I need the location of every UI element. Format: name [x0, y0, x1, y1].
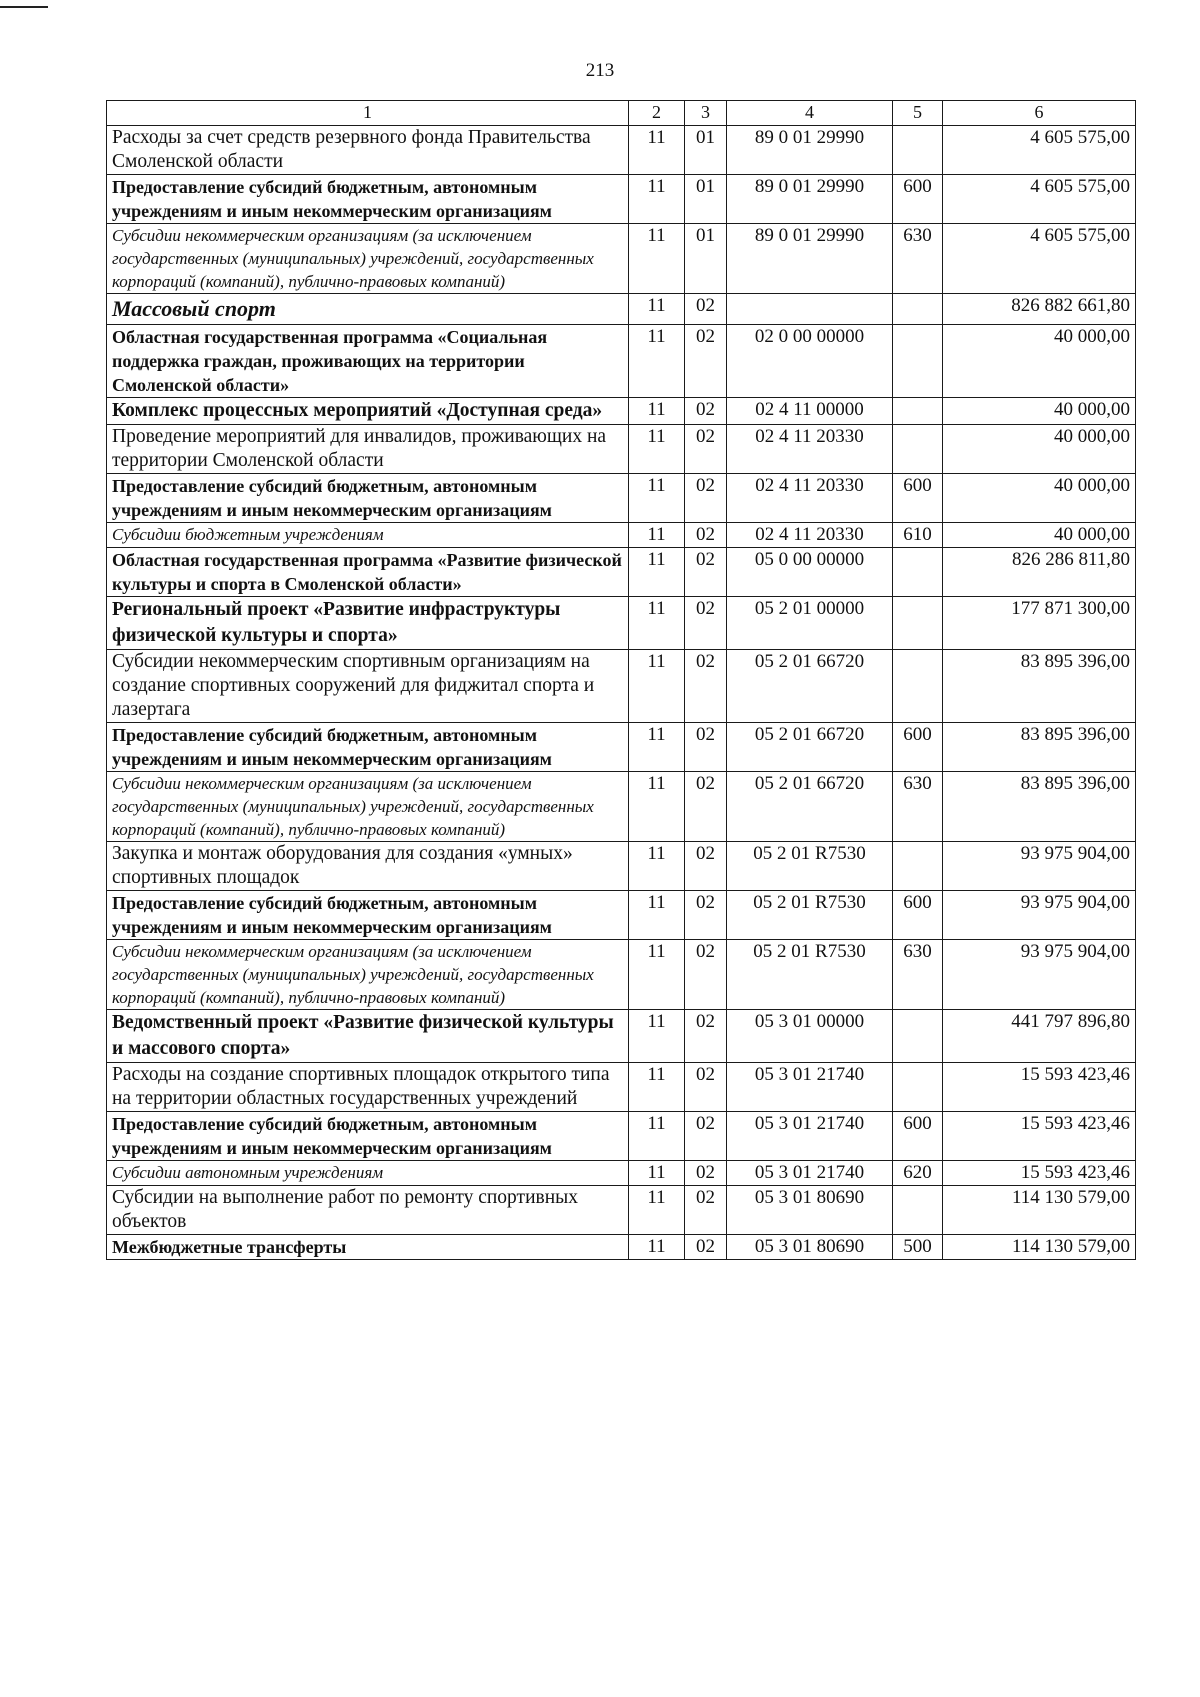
- table-row: [107, 325, 1136, 398]
- row-name-cell: Региональный проект «Развитие инфраструктуры физической культуры и спорта»: [107, 597, 629, 650]
- table-row: [107, 842, 1136, 891]
- row-target-code-cell: 02 4 11 20330: [727, 425, 893, 474]
- row-name-cell: Предоставление субсидий бюджетным, автономным учреждениям и иным некоммерческим организациям: [107, 723, 629, 772]
- row-amount-cell: 826 882 661,80: [943, 294, 1136, 325]
- table-row: [107, 723, 1136, 772]
- row-subsection-cell: 02: [685, 548, 727, 597]
- row-amount-cell: 83 895 396,00: [943, 772, 1136, 842]
- row-target-code-cell: 05 2 01 R7530: [727, 842, 893, 891]
- row-expense-type-cell: [893, 398, 943, 425]
- table-row: [107, 1161, 1136, 1186]
- row-target-code-cell: 05 2 01 R7530: [727, 891, 893, 940]
- row-name-cell: Комплекс процессных мероприятий «Доступная среда»: [107, 398, 629, 425]
- row-amount-cell: 4 605 575,00: [943, 224, 1136, 294]
- row-section-cell: 11: [629, 474, 685, 523]
- row-name-cell: Субсидии на выполнение работ по ремонту спортивных объектов: [107, 1186, 629, 1235]
- row-amount-cell: 83 895 396,00: [943, 650, 1136, 723]
- row-target-code-cell: 89 0 01 29990: [727, 126, 893, 175]
- row-subsection-cell: 02: [685, 1112, 727, 1161]
- table-row: [107, 772, 1136, 842]
- page-number: 213: [585, 60, 615, 81]
- row-target-code-cell: 05 3 01 21740: [727, 1112, 893, 1161]
- row-section-cell: 11: [629, 1112, 685, 1161]
- row-subsection-cell: 02: [685, 474, 727, 523]
- row-expense-type-cell: 600: [893, 891, 943, 940]
- budget-table: [106, 100, 1136, 1260]
- row-amount-cell: 4 605 575,00: [943, 126, 1136, 175]
- row-expense-type-cell: 500: [893, 1235, 943, 1260]
- row-section-cell: 11: [629, 1161, 685, 1186]
- row-section-cell: 11: [629, 940, 685, 1010]
- row-amount-cell: 40 000,00: [943, 325, 1136, 398]
- row-name-cell: Предоставление субсидий бюджетным, автономным учреждениям и иным некоммерческим организациям: [107, 891, 629, 940]
- row-target-code-cell: 05 2 01 00000: [727, 597, 893, 650]
- row-section-cell: 11: [629, 294, 685, 325]
- row-amount-cell: 93 975 904,00: [943, 891, 1136, 940]
- row-section-cell: 11: [629, 891, 685, 940]
- row-expense-type-cell: [893, 548, 943, 597]
- row-expense-type-cell: [893, 1186, 943, 1235]
- row-name-cell: Субсидии некоммерческим организациям (за исключением государственных (муниципальных) учреждений, государственных корпораций (компаний), публично-правовых компаний): [107, 940, 629, 1010]
- row-amount-cell: 15 593 423,46: [943, 1112, 1136, 1161]
- row-target-code-cell: 02 0 00 00000: [727, 325, 893, 398]
- row-target-code-cell: 05 3 01 00000: [727, 1010, 893, 1063]
- row-amount-cell: 15 593 423,46: [943, 1161, 1136, 1186]
- row-target-code-cell: [727, 294, 893, 325]
- header-row: [107, 101, 1136, 126]
- row-section-cell: 11: [629, 723, 685, 772]
- row-target-code-cell: 05 3 01 21740: [727, 1161, 893, 1186]
- row-target-code-cell: 05 0 00 00000: [727, 548, 893, 597]
- row-name-cell: Закупка и монтаж оборудования для создания «умных» спортивных площадок: [107, 842, 629, 891]
- row-expense-type-cell: 600: [893, 175, 943, 224]
- row-section-cell: 11: [629, 126, 685, 175]
- row-expense-type-cell: 630: [893, 772, 943, 842]
- row-section-cell: 11: [629, 597, 685, 650]
- row-expense-type-cell: [893, 1010, 943, 1063]
- row-name-cell: Ведомственный проект «Развитие физической культуры и массового спорта»: [107, 1010, 629, 1063]
- row-target-code-cell: 05 2 01 66720: [727, 650, 893, 723]
- row-amount-cell: 114 130 579,00: [943, 1186, 1136, 1235]
- header-col-4: 4: [727, 101, 893, 126]
- row-amount-cell: 4 605 575,00: [943, 175, 1136, 224]
- row-expense-type-cell: [893, 425, 943, 474]
- row-name-cell: Субсидии некоммерческим организациям (за исключением государственных (муниципальных) учреждений, государственных корпораций (компаний), публично-правовых компаний): [107, 772, 629, 842]
- row-target-code-cell: 02 4 11 20330: [727, 523, 893, 548]
- header-col-6: 6: [943, 101, 1136, 126]
- row-subsection-cell: 02: [685, 650, 727, 723]
- row-subsection-cell: 01: [685, 175, 727, 224]
- row-section-cell: 11: [629, 548, 685, 597]
- row-target-code-cell: 89 0 01 29990: [727, 224, 893, 294]
- row-name-cell: Массовый спорт: [107, 294, 629, 325]
- table-row: [107, 940, 1136, 1010]
- row-amount-cell: 83 895 396,00: [943, 723, 1136, 772]
- table-row: [107, 891, 1136, 940]
- row-section-cell: 11: [629, 842, 685, 891]
- row-section-cell: 11: [629, 175, 685, 224]
- table-row: [107, 474, 1136, 523]
- row-subsection-cell: 02: [685, 523, 727, 548]
- header-col-1: 1: [107, 101, 629, 126]
- row-amount-cell: 15 593 423,46: [943, 1063, 1136, 1112]
- row-amount-cell: 93 975 904,00: [943, 940, 1136, 1010]
- row-section-cell: 11: [629, 325, 685, 398]
- row-name-cell: Межбюджетные трансферты: [107, 1235, 629, 1260]
- row-name-cell: Расходы на создание спортивных площадок открытого типа на территории областных государственных учреждений: [107, 1063, 629, 1112]
- scan-border-mark: [0, 6, 48, 8]
- row-expense-type-cell: [893, 1063, 943, 1112]
- row-amount-cell: 93 975 904,00: [943, 842, 1136, 891]
- row-expense-type-cell: 600: [893, 1112, 943, 1161]
- row-section-cell: 11: [629, 224, 685, 294]
- row-subsection-cell: 02: [685, 1063, 727, 1112]
- row-target-code-cell: 05 3 01 80690: [727, 1186, 893, 1235]
- table-row: [107, 650, 1136, 723]
- row-target-code-cell: 89 0 01 29990: [727, 175, 893, 224]
- row-subsection-cell: 02: [685, 891, 727, 940]
- table-row: [107, 548, 1136, 597]
- row-name-cell: Субсидии некоммерческим организациям (за исключением государственных (муниципальных) учреждений, государственных корпораций (компаний), публично-правовых компаний): [107, 224, 629, 294]
- row-amount-cell: 40 000,00: [943, 425, 1136, 474]
- row-expense-type-cell: [893, 650, 943, 723]
- table-row: [107, 398, 1136, 425]
- table-row: [107, 425, 1136, 474]
- row-subsection-cell: 02: [685, 1235, 727, 1260]
- row-amount-cell: 177 871 300,00: [943, 597, 1136, 650]
- row-name-cell: Проведение мероприятий для инвалидов, проживающих на территории Смоленской области: [107, 425, 629, 474]
- row-expense-type-cell: [893, 294, 943, 325]
- header-col-3: 3: [685, 101, 727, 126]
- row-subsection-cell: 02: [685, 772, 727, 842]
- row-name-cell: Предоставление субсидий бюджетным, автономным учреждениям и иным некоммерческим организациям: [107, 474, 629, 523]
- row-target-code-cell: 02 4 11 20330: [727, 474, 893, 523]
- row-target-code-cell: 02 4 11 00000: [727, 398, 893, 425]
- row-target-code-cell: 05 3 01 21740: [727, 1063, 893, 1112]
- row-subsection-cell: 02: [685, 425, 727, 474]
- row-expense-type-cell: [893, 597, 943, 650]
- row-amount-cell: 40 000,00: [943, 398, 1136, 425]
- row-subsection-cell: 02: [685, 842, 727, 891]
- row-expense-type-cell: 620: [893, 1161, 943, 1186]
- row-section-cell: 11: [629, 1063, 685, 1112]
- table-row: [107, 1010, 1136, 1063]
- row-subsection-cell: 01: [685, 126, 727, 175]
- row-expense-type-cell: 610: [893, 523, 943, 548]
- row-name-cell: Предоставление субсидий бюджетным, автономным учреждениям и иным некоммерческим организациям: [107, 1112, 629, 1161]
- row-subsection-cell: 02: [685, 325, 727, 398]
- row-expense-type-cell: 630: [893, 224, 943, 294]
- row-name-cell: Областная государственная программа «Социальная поддержка граждан, проживающих на территории Смоленской области»: [107, 325, 629, 398]
- row-expense-type-cell: 600: [893, 723, 943, 772]
- row-subsection-cell: 02: [685, 1010, 727, 1063]
- row-subsection-cell: 01: [685, 224, 727, 294]
- table-row: [107, 224, 1136, 294]
- table-row: [107, 523, 1136, 548]
- table-row: [107, 597, 1136, 650]
- row-amount-cell: 826 286 811,80: [943, 548, 1136, 597]
- row-amount-cell: 441 797 896,80: [943, 1010, 1136, 1063]
- table-row: [107, 1186, 1136, 1235]
- row-name-cell: Субсидии автономным учреждениям: [107, 1161, 629, 1186]
- row-expense-type-cell: 630: [893, 940, 943, 1010]
- row-name-cell: Субсидии некоммерческим спортивным организациям на создание спортивных сооружений для фиджитал спорта и лазертага: [107, 650, 629, 723]
- row-target-code-cell: 05 2 01 66720: [727, 772, 893, 842]
- row-section-cell: 11: [629, 650, 685, 723]
- row-amount-cell: 114 130 579,00: [943, 1235, 1136, 1260]
- row-subsection-cell: 02: [685, 294, 727, 325]
- row-name-cell: Расходы за счет средств резервного фонда Правительства Смоленской области: [107, 126, 629, 175]
- row-name-cell: Субсидии бюджетным учреждениям: [107, 523, 629, 548]
- header-col-2: 2: [629, 101, 685, 126]
- row-section-cell: 11: [629, 1186, 685, 1235]
- row-amount-cell: 40 000,00: [943, 474, 1136, 523]
- table-row: [107, 175, 1136, 224]
- row-section-cell: 11: [629, 425, 685, 474]
- row-name-cell: Областная государственная программа «Развитие физической культуры и спорта в Смоленской области»: [107, 548, 629, 597]
- row-subsection-cell: 02: [685, 723, 727, 772]
- row-section-cell: 11: [629, 523, 685, 548]
- row-amount-cell: 40 000,00: [943, 523, 1136, 548]
- row-expense-type-cell: [893, 325, 943, 398]
- row-subsection-cell: 02: [685, 597, 727, 650]
- row-expense-type-cell: [893, 126, 943, 175]
- table-row: [107, 294, 1136, 325]
- header-col-5: 5: [893, 101, 943, 126]
- table-row: [107, 126, 1136, 175]
- table-row: [107, 1112, 1136, 1161]
- row-subsection-cell: 02: [685, 940, 727, 1010]
- table-row: [107, 1235, 1136, 1260]
- row-section-cell: 11: [629, 1010, 685, 1063]
- row-expense-type-cell: [893, 842, 943, 891]
- row-section-cell: 11: [629, 398, 685, 425]
- row-section-cell: 11: [629, 1235, 685, 1260]
- row-target-code-cell: 05 2 01 R7530: [727, 940, 893, 1010]
- row-subsection-cell: 02: [685, 1186, 727, 1235]
- row-subsection-cell: 02: [685, 1161, 727, 1186]
- table-row: [107, 1063, 1136, 1112]
- row-target-code-cell: 05 3 01 80690: [727, 1235, 893, 1260]
- row-target-code-cell: 05 2 01 66720: [727, 723, 893, 772]
- row-section-cell: 11: [629, 772, 685, 842]
- row-name-cell: Предоставление субсидий бюджетным, автономным учреждениям и иным некоммерческим организациям: [107, 175, 629, 224]
- row-expense-type-cell: 600: [893, 474, 943, 523]
- row-subsection-cell: 02: [685, 398, 727, 425]
